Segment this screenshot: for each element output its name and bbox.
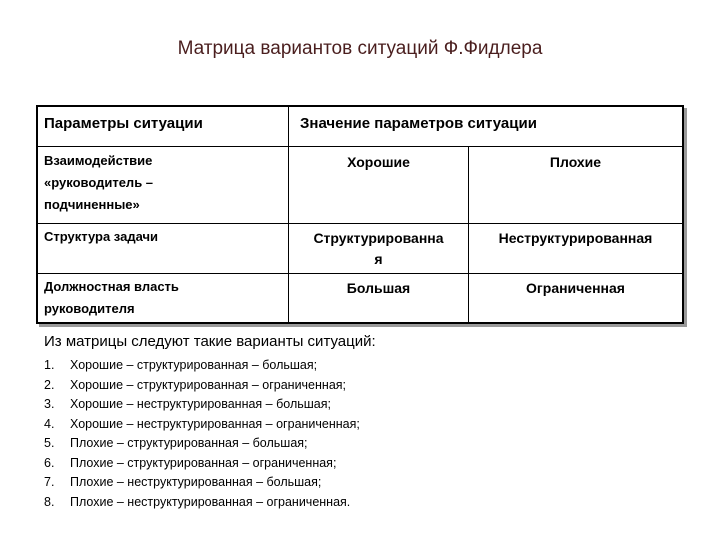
item-number: 7. bbox=[44, 475, 55, 489]
row-label-line: руководителя bbox=[44, 301, 135, 316]
list-item bbox=[44, 434, 360, 454]
row-label-line: подчиненные» bbox=[44, 197, 140, 212]
item-number: 3. bbox=[44, 397, 55, 411]
header-divider bbox=[38, 146, 682, 147]
row-label-position-power bbox=[44, 276, 284, 320]
item-number: 2. bbox=[44, 377, 55, 392]
item-text: Плохие – структурированная – ограниченная; bbox=[70, 455, 337, 470]
list-item bbox=[44, 473, 360, 493]
item-text: Хорошие – структурированная – большая; bbox=[70, 358, 318, 372]
fiedler-matrix-table bbox=[36, 105, 684, 324]
list-item bbox=[44, 454, 360, 474]
row-divider-1 bbox=[38, 223, 682, 224]
row-divider-2 bbox=[38, 273, 682, 274]
header-parameters: Параметры ситуации bbox=[44, 115, 203, 132]
list-item bbox=[44, 376, 360, 396]
row-label-task-structure bbox=[44, 226, 284, 248]
row-label-interaction bbox=[44, 150, 284, 216]
item-number: 5. bbox=[44, 436, 55, 450]
item-number: 1. bbox=[44, 358, 55, 372]
value-structured bbox=[289, 228, 468, 270]
row-label-line: «руководитель – bbox=[44, 175, 154, 190]
row-label-line: Взаимодействие bbox=[44, 153, 153, 168]
item-text: Хорошие – неструктурированная – большая; bbox=[70, 397, 331, 411]
list-item bbox=[44, 415, 360, 435]
value-strong-power: Большая bbox=[346, 280, 411, 296]
value-line: я bbox=[374, 251, 383, 267]
item-number: 6. bbox=[44, 455, 55, 470]
value-good-relations: Хорошие bbox=[347, 154, 410, 170]
item-text: Хорошие – структурированная – ограниченная; bbox=[70, 377, 347, 392]
item-text: Хорошие – неструктурированная – ограниченная; bbox=[70, 416, 360, 431]
row-label-line: Структура задачи bbox=[44, 229, 159, 244]
value-bad-relations: Плохие bbox=[549, 154, 602, 170]
item-number: 8. bbox=[44, 494, 55, 509]
item-text: Плохие – неструктурированная – большая; bbox=[70, 475, 322, 489]
value-unstructured: Неструктурированная bbox=[498, 230, 653, 246]
value-line: Структурированна bbox=[313, 230, 444, 246]
situation-options-list bbox=[44, 356, 360, 512]
item-number: 4. bbox=[44, 416, 55, 431]
conclusion-text: Из матрицы следуют такие варианты ситуаций: bbox=[44, 333, 376, 350]
header-parameter-values: Значение параметров ситуации bbox=[300, 115, 537, 132]
list-item bbox=[44, 493, 360, 513]
row-label-line: Должностная власть bbox=[44, 279, 179, 294]
value-limited-power: Ограниченная bbox=[526, 280, 625, 296]
list-item bbox=[44, 395, 360, 415]
item-text: Плохие – структурированная – большая; bbox=[70, 436, 308, 450]
item-text: Плохие – неструктурированная – ограниченная. bbox=[70, 494, 351, 509]
slide-title: Матрица вариантов ситуаций Ф.Фидлера bbox=[177, 38, 543, 59]
list-item bbox=[44, 356, 360, 376]
